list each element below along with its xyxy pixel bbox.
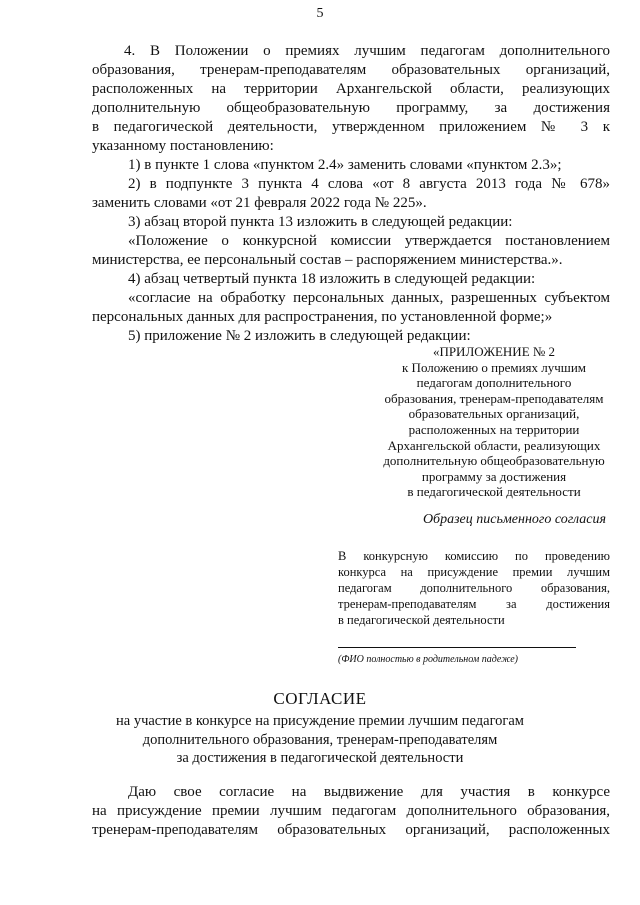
consent-text-line-3: тренерам-преподавателям образовательных организаций, расположенных bbox=[92, 822, 610, 838]
paragraph-4-line-5: в педагогической деятельности, утвержденном приложением № 3 к bbox=[92, 119, 610, 135]
consent-subtitle bbox=[0, 712, 640, 768]
fio-hint: (ФИО полностью в родительном падеже) bbox=[338, 654, 519, 665]
addressee-line: в педагогической деятельности bbox=[338, 613, 505, 627]
consent-subtitle-line: на участие в конкурсе на присуждение премии лучшим педагогам bbox=[116, 713, 524, 729]
addressee-block bbox=[338, 548, 610, 628]
appendix-line: образовательных организаций, bbox=[408, 406, 580, 422]
consent-subtitle-line: за достижения в педагогической деятельности bbox=[176, 750, 464, 766]
item-3-quote-line-1: «Положение о конкурсной комиссии утверждается постановлением bbox=[128, 233, 610, 249]
paragraph-4-line-6: указанному постановлению: bbox=[92, 138, 274, 154]
appendix-line: образования, тренерам-преподавателям bbox=[384, 390, 604, 406]
paragraph-4-line-2: образования, тренерам-преподавателям образовательных организаций, bbox=[92, 62, 610, 78]
item-1: 1) в пункте 1 слова «пунктом 2.4» заменить словами «пунктом 2.3»; bbox=[128, 157, 562, 173]
fio-blank-line bbox=[338, 647, 576, 648]
item-3: 3) абзац второй пункта 13 изложить в следующей редакции: bbox=[128, 214, 513, 230]
paragraph-4-line-4: дополнительную общеобразовательную программу, за достижения bbox=[92, 100, 610, 116]
appendix-line: педагогам дополнительного bbox=[416, 375, 572, 391]
item-2-line-1: 2) в подпункте 3 пункта 4 слова «от 8 августа 2013 года № 678» bbox=[128, 176, 610, 192]
appendix-line: в педагогической деятельности bbox=[407, 484, 581, 500]
addressee-line: педагогам дополнительного образования, bbox=[338, 581, 610, 595]
addressee-line: В конкурсную комиссию по проведению bbox=[338, 549, 610, 563]
consent-subtitle-line: дополнительного образования, тренерам-преподавателям bbox=[142, 731, 498, 748]
addressee-line: тренерам-преподавателям за достижения bbox=[338, 597, 610, 611]
appendix-line: дополнительную общеобразовательную bbox=[383, 453, 605, 469]
appendix-header bbox=[360, 344, 628, 500]
sample-title: Образец письменного согласия bbox=[422, 512, 606, 527]
item-4: 4) абзац четвертый пункта 18 изложить в следующей редакции: bbox=[128, 271, 536, 287]
appendix-line: Архангельской области, реализующих bbox=[387, 437, 601, 453]
consent-title: СОГЛАСИЕ bbox=[273, 689, 367, 708]
paragraph-4-line-1: 4. В Положении о премиях лучшим педагогам дополнительного bbox=[124, 43, 610, 59]
consent-text-line-2: на присуждение премии лучшим педагогам дополнительного образования, bbox=[92, 803, 610, 819]
appendix-line: «ПРИЛОЖЕНИЕ № 2 bbox=[432, 344, 556, 359]
consent-text-line-1: Даю свое согласие на выдвижение для участия в конкурсе bbox=[128, 784, 610, 800]
item-4-quote-line-1: «согласие на обработку персональных данных, разрешенных субъектом bbox=[128, 290, 610, 306]
item-2-line-2: заменить словами «от 21 февраля 2022 года № 225». bbox=[92, 195, 427, 211]
page-number: 5 bbox=[316, 6, 324, 21]
item-4-quote-line-2: персональных данных для распространения, по установленной форме;» bbox=[92, 309, 553, 325]
appendix-line: программу за достижения bbox=[421, 468, 567, 484]
appendix-line: к Положению о премиях лучшим bbox=[401, 359, 586, 375]
addressee-line: конкурса на присуждение премии лучшим bbox=[338, 565, 610, 579]
appendix-line: расположенных на территории bbox=[408, 421, 580, 437]
item-5: 5) приложение № 2 изложить в следующей редакции: bbox=[128, 328, 471, 344]
paragraph-4-line-3: расположенных на территории Архангельской области, реализующих bbox=[92, 81, 610, 97]
item-3-quote-line-2: министерства, ее персональный состав – распоряжением министерства.». bbox=[92, 252, 563, 268]
